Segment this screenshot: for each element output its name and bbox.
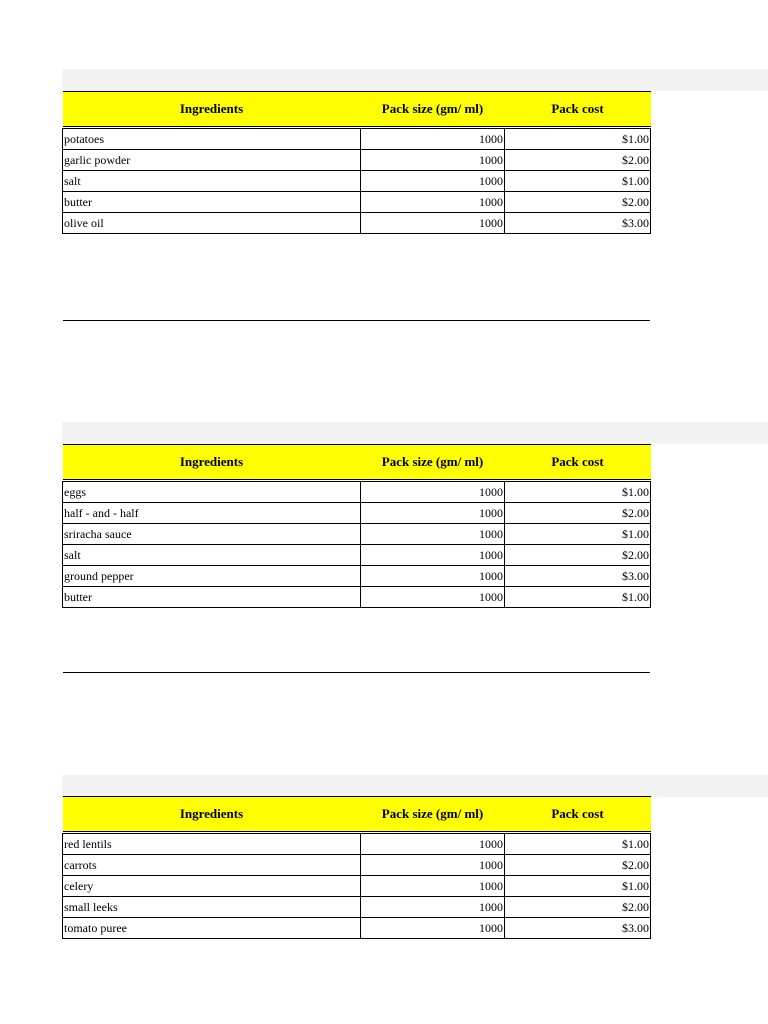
table-row xyxy=(63,171,651,192)
table-row xyxy=(63,150,651,171)
ingredients-table-1 xyxy=(62,91,651,234)
table-row xyxy=(63,587,651,608)
divider-line-2 xyxy=(63,672,650,673)
header-ingredients: Ingredients xyxy=(63,445,361,480)
ingredient-name[interactable]: garlic powder xyxy=(63,150,361,171)
table-row xyxy=(63,834,651,855)
table-row xyxy=(63,876,651,897)
table-row xyxy=(63,855,651,876)
pack-size[interactable]: 1000 xyxy=(361,566,505,587)
pack-cost[interactable]: $2.00 xyxy=(505,855,651,876)
header-row xyxy=(63,92,651,127)
ingredient-name[interactable]: salt xyxy=(63,171,361,192)
header-pack-size: Pack size (gm/ ml) xyxy=(361,797,505,832)
pack-cost[interactable]: $1.00 xyxy=(505,129,651,150)
pack-size[interactable]: 1000 xyxy=(361,587,505,608)
ingredient-name[interactable]: potatoes xyxy=(63,129,361,150)
ingredient-name[interactable]: olive oil xyxy=(63,213,361,234)
header-pack-cost: Pack cost xyxy=(505,445,651,480)
pack-cost[interactable]: $2.00 xyxy=(505,897,651,918)
pack-size[interactable]: 1000 xyxy=(361,918,505,939)
pack-cost[interactable]: $1.00 xyxy=(505,171,651,192)
pack-size[interactable]: 1000 xyxy=(361,482,505,503)
table-row xyxy=(63,545,651,566)
pack-size[interactable]: 1000 xyxy=(361,129,505,150)
pack-size[interactable]: 1000 xyxy=(361,855,505,876)
pack-size[interactable]: 1000 xyxy=(361,834,505,855)
ingredient-name[interactable]: half - and - half xyxy=(63,503,361,524)
ingredient-name[interactable]: butter xyxy=(63,587,361,608)
header-pack-size: Pack size (gm/ ml) xyxy=(361,445,505,480)
ingredient-name[interactable]: eggs xyxy=(63,482,361,503)
pack-cost[interactable]: $2.00 xyxy=(505,192,651,213)
table-row xyxy=(63,918,651,939)
header-pack-cost: Pack cost xyxy=(505,92,651,127)
ingredients-table-3 xyxy=(62,796,651,939)
table-row xyxy=(63,566,651,587)
table-row xyxy=(63,129,651,150)
pack-size[interactable]: 1000 xyxy=(361,150,505,171)
header-ingredients: Ingredients xyxy=(63,797,361,832)
pack-size[interactable]: 1000 xyxy=(361,192,505,213)
pack-size[interactable]: 1000 xyxy=(361,171,505,192)
section-band-1 xyxy=(62,69,768,91)
ingredient-name[interactable]: sriracha sauce xyxy=(63,524,361,545)
pack-size[interactable]: 1000 xyxy=(361,897,505,918)
table-row xyxy=(63,503,651,524)
pack-size[interactable]: 1000 xyxy=(361,876,505,897)
pack-cost[interactable]: $3.00 xyxy=(505,566,651,587)
pack-cost[interactable]: $1.00 xyxy=(505,587,651,608)
section-band-2 xyxy=(62,422,768,444)
pack-cost[interactable]: $1.00 xyxy=(505,834,651,855)
pack-size[interactable]: 1000 xyxy=(361,545,505,566)
pack-cost[interactable]: $2.00 xyxy=(505,150,651,171)
pack-size[interactable]: 1000 xyxy=(361,213,505,234)
pack-cost[interactable]: $1.00 xyxy=(505,876,651,897)
header-pack-cost: Pack cost xyxy=(505,797,651,832)
pack-cost[interactable]: $1.00 xyxy=(505,482,651,503)
ingredient-name[interactable]: small leeks xyxy=(63,897,361,918)
pack-size[interactable]: 1000 xyxy=(361,503,505,524)
ingredients-table-2 xyxy=(62,444,651,608)
pack-size[interactable]: 1000 xyxy=(361,524,505,545)
table-row xyxy=(63,524,651,545)
ingredient-name[interactable]: butter xyxy=(63,192,361,213)
pack-cost[interactable]: $3.00 xyxy=(505,213,651,234)
header-ingredients: Ingredients xyxy=(63,92,361,127)
ingredient-name[interactable]: carrots xyxy=(63,855,361,876)
header-row xyxy=(63,797,651,832)
divider-line-1 xyxy=(63,320,650,321)
pack-cost[interactable]: $2.00 xyxy=(505,545,651,566)
ingredient-name[interactable]: celery xyxy=(63,876,361,897)
table-row xyxy=(63,192,651,213)
pack-cost[interactable]: $1.00 xyxy=(505,524,651,545)
table-row xyxy=(63,213,651,234)
section-band-3 xyxy=(62,775,768,797)
header-pack-size: Pack size (gm/ ml) xyxy=(361,92,505,127)
ingredient-name[interactable]: salt xyxy=(63,545,361,566)
ingredient-name[interactable]: tomato puree xyxy=(63,918,361,939)
ingredient-name[interactable]: ground pepper xyxy=(63,566,361,587)
table-row xyxy=(63,897,651,918)
pack-cost[interactable]: $3.00 xyxy=(505,918,651,939)
header-row xyxy=(63,445,651,480)
table-row xyxy=(63,482,651,503)
ingredient-name[interactable]: red lentils xyxy=(63,834,361,855)
pack-cost[interactable]: $2.00 xyxy=(505,503,651,524)
